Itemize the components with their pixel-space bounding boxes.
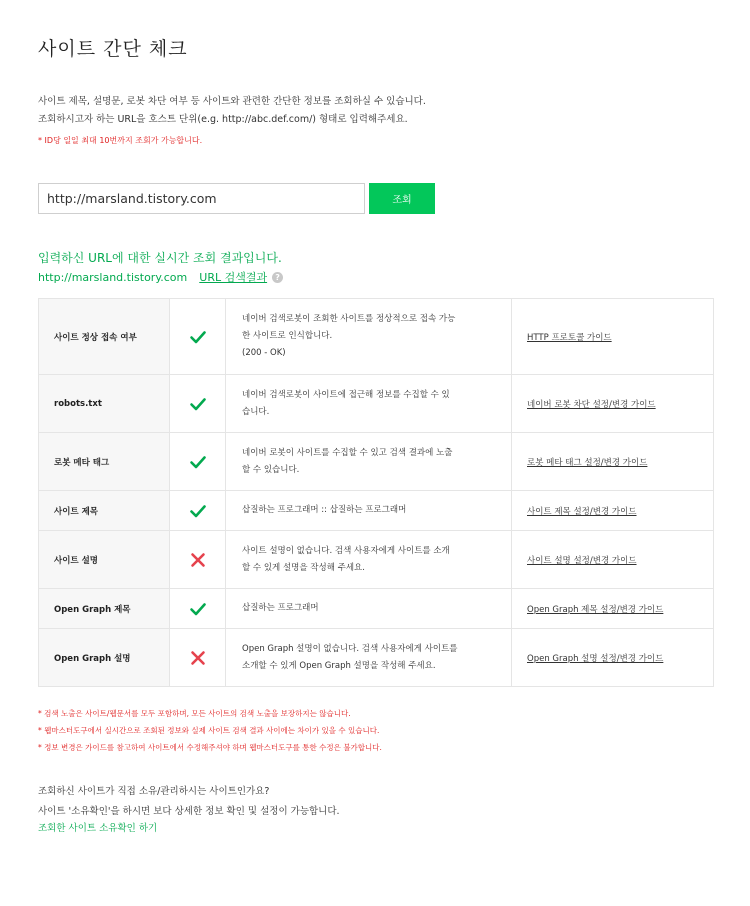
check-detail [226,299,512,375]
check-item-label: robots.txt [39,375,170,433]
description-line: 사이트 제목, 설명문, 로봇 차단 여부 등 사이트와 관련한 간단한 정보를 조회하실 수 있습니다. [38,96,426,107]
check-icon [189,600,207,618]
check-icon [189,453,207,471]
check-item-label: 로봇 메타 태그 [39,433,170,491]
guide-link[interactable]: 로봇 메타 태그 설정/변경 가이드 [527,457,648,468]
note-line: * 검색 노출은 사이트/웹문서를 모두 포함하며, 모든 사이트의 검색 노출을 보장하지는 않습니다. [38,709,351,718]
result-row [39,375,714,433]
check-detail [226,433,512,491]
check-item-label: 사이트 설명 [39,531,170,589]
check-detail [226,629,512,687]
check-icon [189,502,207,520]
page-title: 사이트 간단 체크 [38,38,188,60]
guide-link[interactable]: Open Graph 제목 설정/변경 가이드 [527,604,664,615]
check-detail [226,589,512,629]
check-status [170,375,226,433]
detail-line: 소개할 수 있게 Open Graph 설명을 작성해 주세요. [242,660,436,671]
check-status [170,589,226,629]
result-url: http://marsland.tistory.com [38,270,188,284]
check-detail [226,491,512,531]
owner-question: 조회하신 사이트가 직접 소유/관리하시는 사이트인가요? [38,786,270,797]
owner-info: 사이트 '소유확인'을 하시면 보다 상세한 정보 확인 및 설정이 가능합니다. [38,806,340,817]
detail-line: 네이버 검색로봇이 사이트에 접근해 정보를 수집할 수 있 [242,389,450,400]
check-item-label: 사이트 정상 접속 여부 [39,299,170,375]
check-item-label: 사이트 제목 [39,491,170,531]
detail-line: 삽질하는 프로그래머 :: 삽질하는 프로그래머 [242,505,407,515]
detail-line: 할 수 있습니다. [242,464,300,475]
check-status [170,491,226,531]
result-url-line [38,269,283,285]
detail-line: 사이트 설명이 없습니다. 검색 사용자에게 사이트를 소개 [242,545,450,556]
x-icon [189,649,207,667]
guide-cell [512,433,714,491]
notes [38,705,382,756]
detail-line: 습니다. [242,406,270,417]
guide-link[interactable]: Open Graph 설명 설정/변경 가이드 [527,653,664,664]
guide-link[interactable]: HTTP 프로토콜 가이드 [527,332,612,343]
check-status [170,629,226,687]
result-row [39,491,714,531]
detail-line: 네이버 로봇이 사이트를 수집할 수 있고 검색 결과에 노출 [242,447,453,458]
result-row [39,433,714,491]
detail-line: 한 사이트로 인식합니다. [242,331,333,341]
detail-line: (200 - OK) [242,348,286,358]
result-row [39,629,714,687]
result-table [38,298,714,687]
ownership-verify-link[interactable]: 조회한 사이트 소유확인 하기 [38,823,158,834]
help-icon[interactable]: ? [272,272,283,283]
guide-link[interactable]: 사이트 설명 설정/변경 가이드 [527,555,637,566]
guide-cell [512,491,714,531]
detail-line: Open Graph 설명이 없습니다. 검색 사용자에게 사이트를 [242,643,458,654]
check-item-label: Open Graph 제목 [39,589,170,629]
result-row [39,299,714,375]
url-input[interactable] [38,183,365,214]
x-icon [189,551,207,569]
guide-cell [512,629,714,687]
check-status [170,531,226,589]
result-row [39,589,714,629]
guide-cell [512,299,714,375]
guide-link[interactable]: 네이버 로봇 차단 설정/변경 가이드 [527,399,656,410]
result-heading: 입력하신 URL에 대한 실시간 조회 결과입니다. [38,251,282,265]
page-description [38,93,426,129]
query-limit-notice: * ID당 일일 최대 10번까지 조회가 가능합니다. [38,136,203,145]
result-row [39,531,714,589]
guide-cell [512,589,714,629]
check-detail [226,531,512,589]
check-status [170,299,226,375]
url-search-result-link[interactable]: URL 검색결과 [199,271,268,284]
guide-link[interactable]: 사이트 제목 설정/변경 가이드 [527,506,637,517]
note-line: * 웹마스터도구에서 실시간으로 조회된 정보와 실제 사이트 검색 결과 사이에는 차이가 있을 수 있습니다. [38,726,380,735]
check-icon [189,328,207,346]
guide-cell [512,531,714,589]
check-item-label: Open Graph 설명 [39,629,170,687]
detail-line: 삽질하는 프로그래머 [242,603,319,613]
search-button[interactable]: 조회 [369,183,435,214]
detail-line: 할 수 있게 설명을 작성해 주세요. [242,562,365,573]
owner-section [38,782,340,822]
check-detail [226,375,512,433]
check-icon [189,395,207,413]
detail-line: 네이버 검색로봇이 조회한 사이트를 정상적으로 접속 가능 [242,314,456,324]
description-line: 조회하시고자 하는 URL을 호스트 단위(e.g. http://abc.def.com/) 형태로 입력해주세요. [38,114,408,125]
check-status [170,433,226,491]
note-line: * 정보 변경은 가이드를 참고하여 사이트에서 수정해주셔야 하며 웹마스터도구를 통한 수정은 불가합니다. [38,743,382,752]
guide-cell [512,375,714,433]
